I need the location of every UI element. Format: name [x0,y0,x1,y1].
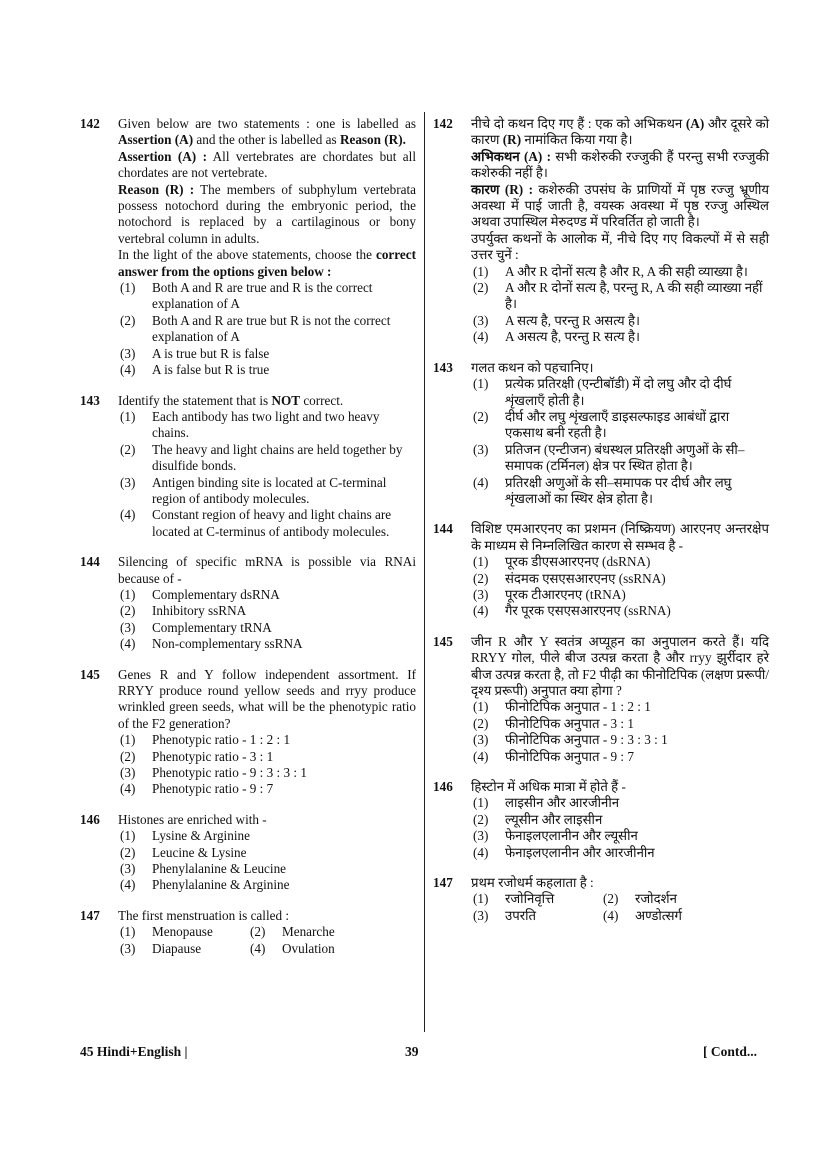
option[interactable]: (2) रजोदर्शन [603,891,677,907]
option[interactable]: (2) Inhibitory ssRNA [120,603,247,619]
column-divider [424,112,425,1032]
question-number: 146 [80,811,100,827]
option[interactable]: (3) Diapause [120,940,202,956]
option[interactable]: (3) Complementary tRNA [120,619,272,635]
question-146-hi: 146 हिस्टोन में अधिक मात्रा में होते हैं - (1) लाइसीन और आरजीनीन (2) ल्यूसीन और लाइसीन (3) फेनाइलएलानीन और ल्यूसीन (4) फेनाइलएलानीन और आरजीनीन [433,779,769,861]
question-number: 144 [433,521,453,537]
option[interactable]: (3) A is true but R is false [120,345,270,361]
option[interactable]: (2) Menarche [250,924,335,940]
option[interactable]: (4) Phenotypic ratio - 9 : 7 [120,781,274,797]
option-grid [118,924,416,957]
option[interactable]: (3) पूरक टीआरएनए (tRNA) [473,586,626,602]
option[interactable]: (4) फीनोटिपिक अनुपात - 9 : 7 [473,748,634,764]
question-142-en: 142 Given below are two statements : one is labelled as Assertion (A) and the other is labelled as Reason (R). Assertion (A) : All vertebrates are chordates but all chordates are not vertebrate. Reason (R) : The members of subphylum vertebrata possess notochord during the embryonic period, the notochord is replaced by a cartilaginous or bony vertebral column in adults. In the light of the above statements, choose the correct answer from the options given below : (1) Both A and R are true and R is the correct explanation of A (2) Both A and R are true but R is not the correct explanation of A (3) A is true but R is false (4) A is false but R is true [80,116,417,378]
question-145-hi: 145 जीन R और Y स्वतंत्र अप्यूहन का अनुपालन करते हैं। यदि RRYY गोल, पीले बीज उत्पन्न करता है और rryy झुर्रीदार हरे बीज उत्पन्न करता है, तो F2 पीढ़ी का फीनोटिपिक (लक्षण प्ररूपी/दृश्य प्ररूपी) अनुपात क्या होगा ? (1) फीनोटिपिक अनुपात - 1 : 2 : 1 (2) फीनोटिपिक अनुपात - 3 : 1 (3) फीनोटिपिक अनुपात - 9 : 3 : 3 : 1 (4) फीनोटिपिक अनुपात - 9 : 7 [433,633,769,764]
option[interactable]: (2) Both A and R are true but R is not the correct explanation of A [120,312,391,345]
instruction: उपर्युक्त कथनों के आलोक में, नीचे दिए गए विकल्पों में से सही उत्तर चुनें : [471,230,769,263]
option[interactable]: (4) Constant region of heavy and light chains are located at C-terminus of antibody molecules. [120,507,392,539]
question-144-en: 144 Silencing of specific mRNA is possible via RNAi because of - (1) Complementary dsRNA (2) Inhibitory ssRNA (3) Complementary tRNA (4) Non-complementary ssRNA [80,554,416,652]
option[interactable]: (3) Antigen binding site is located at C-terminal region of antibody molecules. [120,474,387,506]
option[interactable]: (1) Lysine & Arginine [120,828,250,844]
question-number: 145 [433,633,453,649]
instruction: In the light of the above statements, choose the correct answer from the options given below : [118,247,416,279]
question-142-hi: 142 नीचे दो कथन दिए गए हैं : एक को अभिकथन (A) और दूसरे को कारण (R) नामांकित किया गया है। अभिकथन (A) : सभी कशेरुकी रज्जुकी हैं परन्तु सभी रज्जुकी कशेरुकी नहीं है। कारण (R) : कशेरुकी उपसंघ के प्राणियों में पृष्ठ रज्जु भ्रूणीय अवस्था में पाई जाती है, वयस्क अवस्था में पृष्ठ रज्जु अस्थिल अथवा उपास्थिल मेरुदण्ड में परिवर्तित हो जाती है। उपर्युक्त कथनों के आलोक में, नीचे दिए गए विकल्पों में से सही उत्तर चुनें : (1) A और R दोनों सत्य है और R, A की सही व्याख्या है। (2) A और R दोनों सत्य है, परन्तु R, A की सही व्याख्या नहीं है। (3) A सत्य है, परन्तु R असत्य है। (4) A असत्य है, परन्तु R सत्य है। [433,116,770,345]
option[interactable]: (4) Non-complementary ssRNA [120,636,303,652]
option[interactable]: (3) उपरति [473,907,537,923]
assertion: अभिकथन (A) : सभी कशेरुकी रज्जुकी हैं परन्तु सभी रज्जुकी कशेरुकी नहीं है। [471,148,769,181]
question-144-hi: 144 विशिष्ट एमआरएनए का प्रशमन (निष्क्रियण) आरएनए अन्तरक्षेप के माध्यम से निम्नलिखित कारण से सम्भव है - (1) पूरक डीएसआरएनए (dsRNA) (2) संदमक एसएसआरएनए (ssRNA) (3) पूरक टीआरएनए (tRNA) (4) गैर पूरक एसएसआरएनए (ssRNA) [433,521,769,619]
question-143-hi: 143 गलत कथन को पहचानिए। (1) प्रत्येक प्रतिरक्षी (एन्टीबॉडी) में दो लघु और दो दीर्घ शृंखलाएँ होती है। (2) दीर्घ और लघु शृंखलाएँ डाइसल्फाइड आबंधों द्वारा एकसाथ बनी रहती है। (3) प्रतिजन (एन्टीजन) बंधस्थल प्रतिरक्षी अणुओं के सी–समापक (टर्मिनल) क्षेत्र पर स्थित होता है। (4) प्रतिरक्षी अणुओं के सी–समापक पर दीर्घ और लघु शृंखलाओं का स्थिर क्षेत्र होता है। [433,360,769,508]
option[interactable]: (1) प्रत्येक प्रतिरक्षी (एन्टीबॉडी) में दो लघु और दो दीर्घ शृंखलाएँ होती है। [473,376,732,408]
option[interactable]: (4) A असत्य है, परन्तु R सत्य है। [473,329,640,345]
question-number: 144 [80,554,100,570]
page-number: 39 [405,1044,419,1059]
option[interactable]: (4) फेनाइलएलानीन और आरजीनीन [473,844,655,860]
option[interactable]: (2) Phenotypic ratio - 3 : 1 [120,748,274,764]
option-grid [471,891,769,924]
footer-booklet-code: 45 Hindi+English | [80,1044,188,1059]
option[interactable]: (2) फीनोटिपिक अनुपात - 3 : 1 [473,715,634,731]
option[interactable]: (4) A is false but R is true [120,362,270,378]
option[interactable]: (1) Complementary dsRNA [120,586,280,602]
option[interactable]: (3) फीनोटिपिक अनुपात - 9 : 3 : 3 : 1 [473,732,668,748]
question-146-en: 146 Histones are enriched with - (1) Lysine & Arginine (2) Leucine & Lysine (3) Phenylalanine & Leucine (4) Phenylalanine & Arginine [80,812,416,894]
option[interactable]: (4) Phenylalanine & Arginine [120,877,290,893]
question-number: 147 [433,875,453,891]
option[interactable]: (3) प्रतिजन (एन्टीजन) बंधस्थल प्रतिरक्षी अणुओं के सी–समापक (टर्मिनल) क्षेत्र पर स्थित होता है। [473,441,745,474]
english-column [80,116,416,971]
option[interactable]: (1) Each antibody has two light and two heavy chains. [120,408,380,441]
assertion: Assertion (A) : All vertebrates are chordates but all chordates are not vertebrate. [118,148,416,181]
option[interactable]: (4) प्रतिरक्षी अणुओं के सी–समापक पर दीर्घ और लघु शृंखलाओं का स्थिर क्षेत्र होता है। [473,474,732,506]
hindi-column [433,116,769,938]
question-147-hi: 147 प्रथम रजोधर्म कहलाता है : (1) रजोनिवृत्ति (2) रजोदर्शन (3) उपरति (4) अण्डोत्सर्ग [433,875,769,924]
footer-continued: [ Contd... [703,1044,758,1059]
question-147-en: 147 The first menstruation is called : (1) Menopause (2) Menarche (3) Diapause (4) Ovulation [80,908,416,957]
option[interactable]: (3) फेनाइलएलानीन और ल्यूसीन [473,828,638,844]
option[interactable]: (4) अण्डोत्सर्ग [603,907,682,923]
question-number: 142 [433,116,453,131]
question-number: 143 [433,359,453,375]
option[interactable]: (1) Menopause [120,924,213,940]
option[interactable]: (2) Leucine & Lysine [120,844,247,860]
option[interactable]: (1) लाइसीन और आरजीनीन [473,795,620,811]
option[interactable]: (1) पूरक डीएसआरएनए (dsRNA) [473,554,651,570]
option[interactable]: (4) गैर पूरक एसएसआरएनए (ssRNA) [473,603,671,619]
question-number: 147 [80,907,100,923]
option[interactable]: (2) दीर्घ और लघु शृंखलाएँ डाइसल्फाइड आबंधों द्वारा एकसाथ बनी रहती है। [473,408,730,441]
option[interactable]: (3) Phenotypic ratio - 9 : 3 : 3 : 1 [120,765,307,781]
question-143-en: 143 Identify the statement that is NOT correct. (1) Each antibody has two light and two heavy chains. (2) The heavy and light chains are held together by disulfide bonds. (3) Antigen binding site is located at C-terminal region of antibody molecules. (4) Constant region of heavy and light chains are located at C-terminus of antibody molecules. [80,393,416,541]
option[interactable]: (2) The heavy and light chains are held together by disulfide bonds. [120,441,403,474]
question-number: 145 [80,666,100,682]
option[interactable]: (1) फीनोटिपिक अनुपात - 1 : 2 : 1 [473,699,651,715]
option[interactable]: (1) A और R दोनों सत्य है और R, A की सही व्याख्या है। [473,263,748,279]
reason: कारण (R) : कशेरुकी उपसंघ के प्राणियों में पृष्ठ रज्जु भ्रूणीय अवस्था में पाई जाती है, वयस्क अवस्था में पृष्ठ रज्जु अस्थिल अथवा उपास्थिल मेरुदण्ड में परिवर्तित हो जाती है। [471,181,770,230]
reason: Reason (R) : The members of subphylum vertebrata possess notochord during the embryonic period, the notochord is replaced by a cartilaginous or bony vertebral column in adults. [118,181,417,246]
option[interactable]: (1) रजोनिवृत्ति [473,891,555,907]
option[interactable]: (4) Ovulation [250,940,335,956]
question-number: 143 [80,392,100,408]
option[interactable]: (2) संदमक एसएसआरएनए (ssRNA) [473,570,666,586]
option[interactable]: (3) A सत्य है, परन्तु R असत्य है। [473,312,640,328]
option[interactable]: (1) Both A and R are true and R is the correct explanation of A [120,280,373,312]
option[interactable]: (2) A और R दोनों सत्य है, परन्तु R, A की सही व्याख्या नहीं है। [473,280,763,312]
option[interactable]: (2) ल्यूसीन और लाइसीन [473,811,603,827]
question-number: 146 [433,779,453,795]
question-145-en: 145 Genes R and Y follow independent assortment. If RRYY produce round yellow seeds and rryy produce wrinkled green seeds, what will be the phenotypic ratio of the F2 generation? (1) Phenotypic ratio - 1 : 2 : 1 (2) Phenotypic ratio - 3 : 1 (3) Phenotypic ratio - 9 : 3 : 3 : 1 (4) Phenotypic ratio - 9 : 7 [80,666,416,797]
option[interactable]: (3) Phenylalanine & Leucine [120,861,287,877]
question-number: 142 [80,116,100,131]
option[interactable]: (1) Phenotypic ratio - 1 : 2 : 1 [120,732,291,748]
